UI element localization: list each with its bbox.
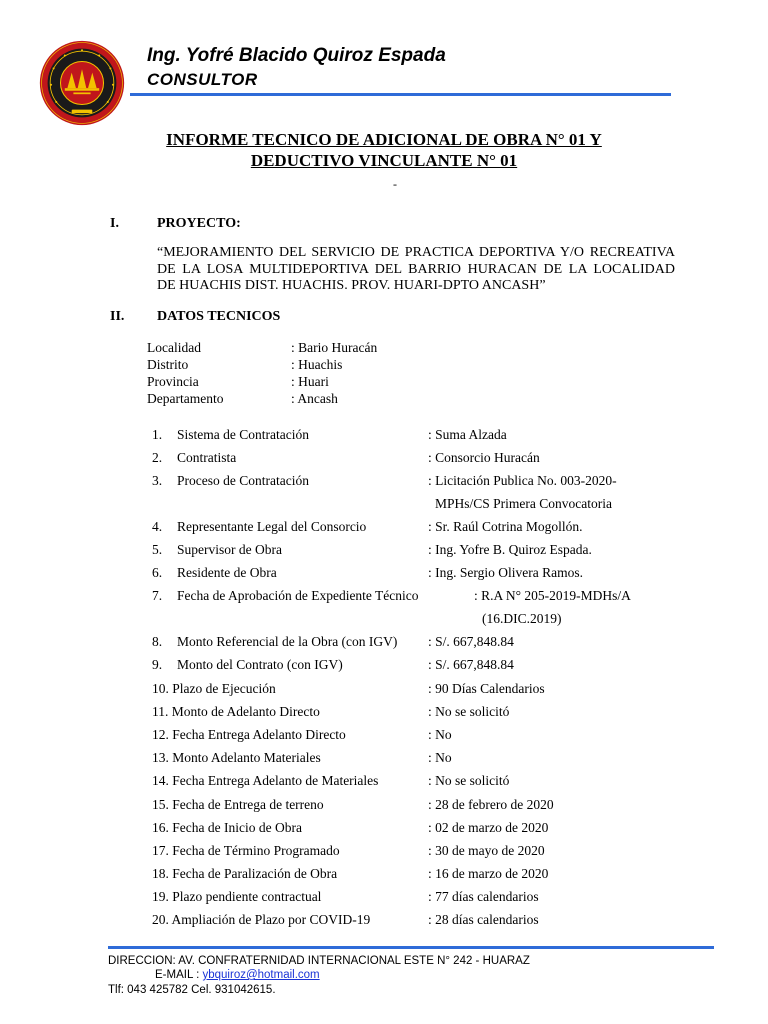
project-line-3: DE HUACHIS DIST. HUACHIS. PROV. HUARI-DPTO ANCASH” xyxy=(157,278,546,293)
item-value: : No se solicitó xyxy=(428,704,510,719)
location-key: Distrito xyxy=(147,357,189,372)
project-line-2: DE LA LOSA MULTIDEPORTIVA DEL BARRIO HURACAN DE LA LOCALIDAD xyxy=(157,261,675,277)
footer-divider xyxy=(108,946,714,949)
location-value: : Huari xyxy=(291,374,329,389)
item-number: 5. xyxy=(152,542,163,557)
item-key: Supervisor de Obra xyxy=(177,542,282,557)
item-value: : 30 de mayo de 2020 xyxy=(428,843,545,858)
item-key: Proceso de Contratación xyxy=(177,473,309,488)
item-number: 9. xyxy=(152,657,163,672)
item-value: : Ing. Sergio Olivera Ramos. xyxy=(428,565,583,580)
item-value: : Sr. Raúl Cotrina Mogollón. xyxy=(428,519,583,534)
footer-address: DIRECCION: AV. CONFRATERNIDAD INTERNACIONAL ESTE N° 242 - HUARAZ xyxy=(108,955,530,967)
item-number: 1. xyxy=(152,427,163,442)
report-title-line-1: INFORME TECNICO DE ADICIONAL DE OBRA N° 01 Y xyxy=(166,130,602,149)
item-value: : R.A N° 205-2019-MDHs/A xyxy=(474,588,631,603)
item-label: 14. Fecha Entrega Adelanto de Materiales xyxy=(152,773,379,788)
item-value: : 28 días calendarios xyxy=(428,912,539,927)
item-key: Monto del Contrato (con IGV) xyxy=(177,657,343,672)
item-value: : 28 de febrero de 2020 xyxy=(428,797,554,812)
item-label: 13. Monto Adelanto Materiales xyxy=(152,750,321,765)
location-value: : Huachis xyxy=(291,357,343,372)
item-label: 20. Ampliación de Plazo por COVID-19 xyxy=(152,912,371,927)
title-dash: - xyxy=(393,177,397,191)
item-number: 8. xyxy=(152,634,163,649)
item-value: : 02 de marzo de 2020 xyxy=(428,820,549,835)
item-number: 3. xyxy=(152,473,163,488)
item-value: : No xyxy=(428,727,452,742)
location-key: Localidad xyxy=(147,340,201,355)
location-key: Departamento xyxy=(147,391,224,406)
item-label: 10. Plazo de Ejecución xyxy=(152,681,276,696)
item-value-continued: MPHs/CS Primera Convocatoria xyxy=(435,496,612,511)
footer-email-label: E-MAIL : xyxy=(155,969,203,981)
report-title-line-2: DEDUCTIVO VINCULANTE N° 01 xyxy=(250,151,518,170)
section-1-number: I. xyxy=(110,216,119,231)
footer-phone: Tlf: 043 425782 Cel. 931042615. xyxy=(108,984,276,996)
item-label: 17. Fecha de Término Programado xyxy=(152,843,340,858)
item-key: Sistema de Contratación xyxy=(177,427,309,442)
item-value: : 16 de marzo de 2020 xyxy=(428,866,549,881)
header-divider xyxy=(130,93,671,96)
location-key: Provincia xyxy=(147,374,199,389)
footer-email-link[interactable]: ybquiroz@hotmail.com xyxy=(202,969,320,981)
item-number: 7. xyxy=(152,588,163,603)
item-value: : 90 Días Calendarios xyxy=(428,681,545,696)
item-label: 19. Plazo pendiente contractual xyxy=(152,889,322,904)
item-value: : Ing. Yofre B. Quiroz Espada. xyxy=(428,542,592,557)
section-1-title: PROYECTO: xyxy=(157,216,241,231)
item-value: : S/. 667,848.84 xyxy=(428,634,514,649)
location-value: : Ancash xyxy=(291,391,338,406)
item-value: : No xyxy=(428,750,452,765)
item-label: 16. Fecha de Inicio de Obra xyxy=(152,820,302,835)
item-value: : Consorcio Huracán xyxy=(428,450,540,465)
engineers-college-seal-logo xyxy=(39,40,125,126)
project-description xyxy=(157,245,675,295)
item-value: : Suma Alzada xyxy=(428,427,507,442)
item-number: 4. xyxy=(152,519,163,534)
item-key: Monto Referencial de la Obra (con IGV) xyxy=(177,634,398,649)
item-value-continued: (16.DIC.2019) xyxy=(482,611,562,626)
item-value: : 77 días calendarios xyxy=(428,889,539,904)
item-value: : Licitación Publica No. 003-2020- xyxy=(428,473,617,488)
footer-email-line xyxy=(155,969,320,981)
item-value: : No se solicitó xyxy=(428,773,510,788)
item-label: 11. Monto de Adelanto Directo xyxy=(152,704,320,719)
project-line-1: “MEJORAMIENTO DEL SERVICIO DE PRACTICA DEPORTIVA Y/O RECREATIVA xyxy=(157,245,675,260)
item-value: : S/. 667,848.84 xyxy=(428,657,514,672)
item-key: Representante Legal del Consorcio xyxy=(177,519,367,534)
item-number: 2. xyxy=(152,450,163,465)
location-value: : Bario Huracán xyxy=(291,340,378,355)
section-2-number: II. xyxy=(110,309,125,324)
consultant-role: CONSULTOR xyxy=(147,70,258,89)
item-label: 15. Fecha de Entrega de terreno xyxy=(152,797,324,812)
item-key: Residente de Obra xyxy=(177,565,277,580)
section-2-title: DATOS TECNICOS xyxy=(157,309,281,324)
item-key: Fecha de Aprobación de Expediente Técnico xyxy=(177,588,419,603)
consultant-name: Ing. Yofré Blacido Quiroz Espada xyxy=(147,45,446,66)
item-label: 18. Fecha de Paralización de Obra xyxy=(152,866,338,881)
item-label: 12. Fecha Entrega Adelanto Directo xyxy=(152,727,346,742)
item-number: 6. xyxy=(152,565,163,580)
item-key: Contratista xyxy=(177,450,237,465)
